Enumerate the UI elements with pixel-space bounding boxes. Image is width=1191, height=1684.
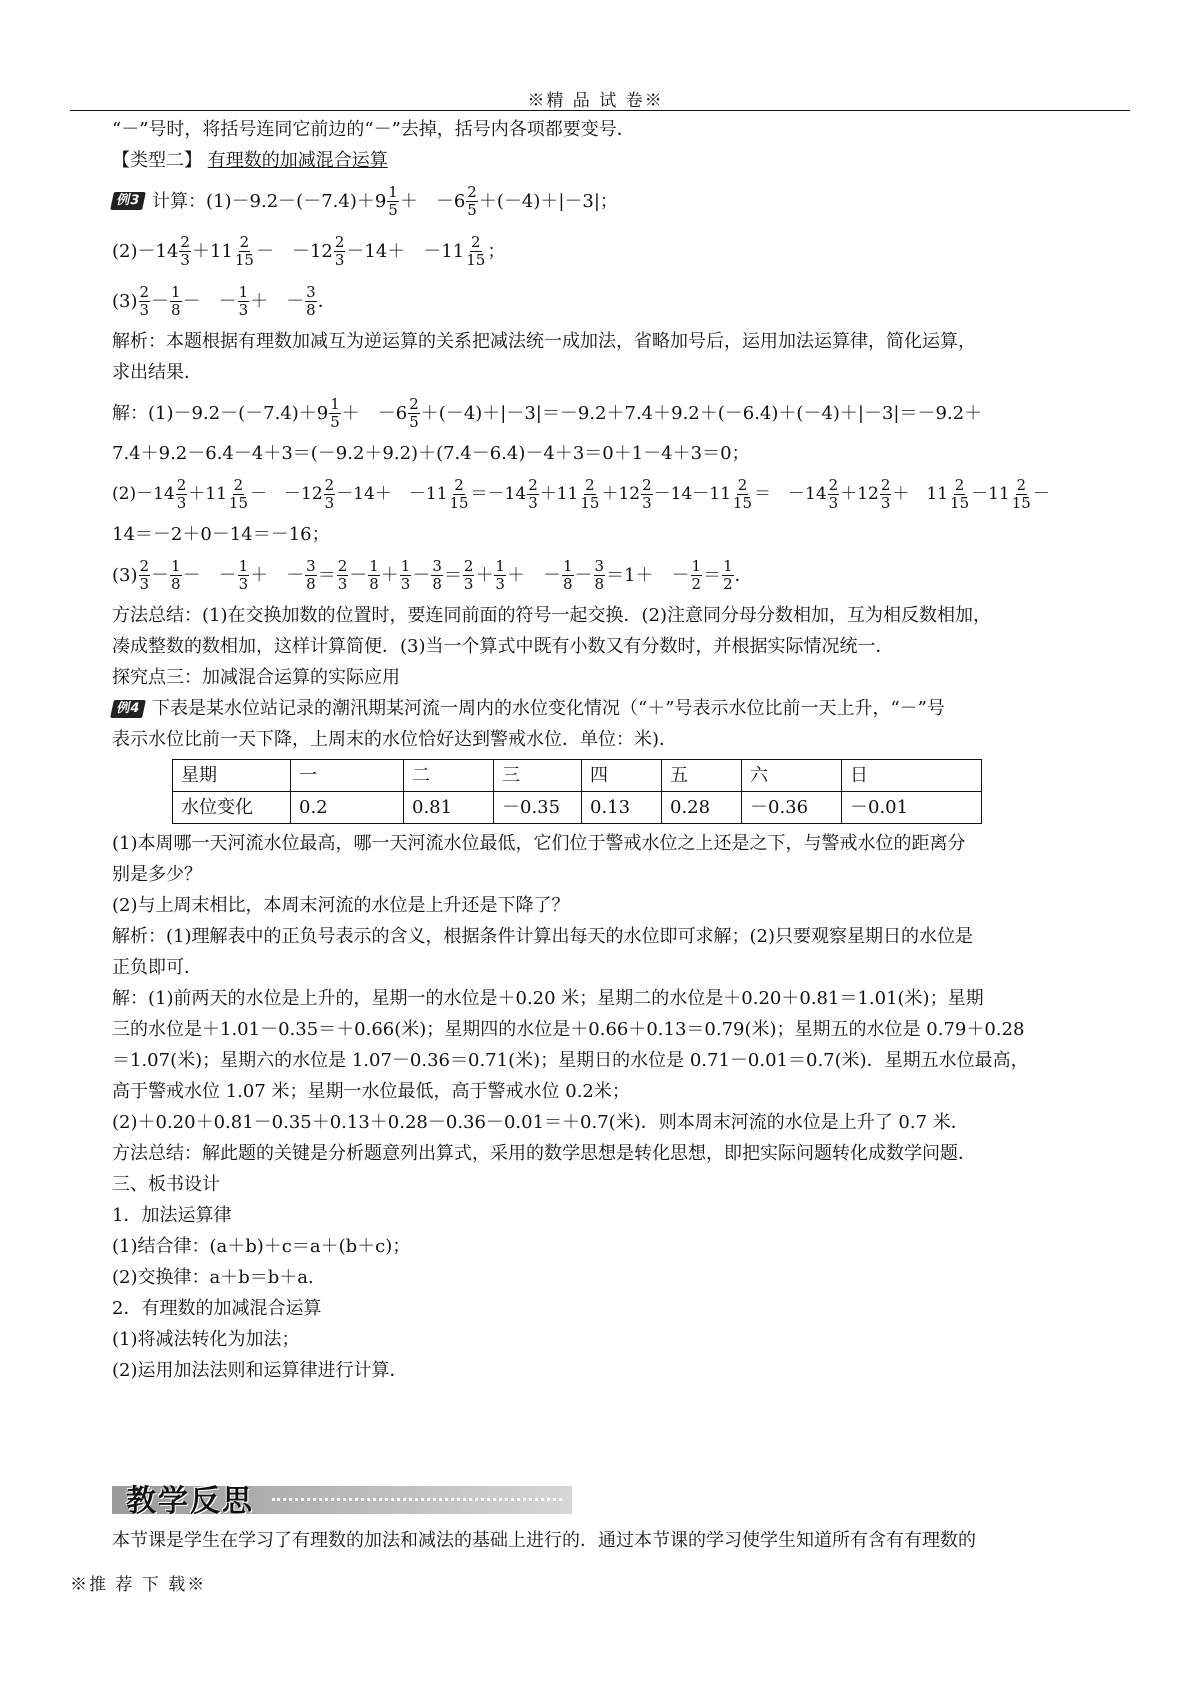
fraction: $\frac{1}{5}$ [330, 394, 340, 431]
expr-part: －11 [971, 483, 1010, 504]
expr-part: － － [182, 564, 237, 586]
fraction: $\frac{2}{3}$ [463, 556, 474, 593]
fraction: $\frac{2}{15}$ [466, 232, 486, 269]
reflection-text: 本节课是学生在学习了有理数的加法和减法的基础上进行的．通过本节课的学习使学生知道所有含有有理数的 [112, 1530, 976, 1551]
section-dots [272, 1498, 562, 1501]
board-item: (1)将减法转化为加法； [112, 1329, 300, 1350]
expr-part: ＋12 [601, 483, 641, 504]
expr-part: ＝ －14 [754, 483, 827, 504]
fraction: $\frac{2}{3}$ [176, 475, 187, 512]
fraction: $\frac{2}{15}$ [234, 232, 254, 269]
table-cell: 二 [404, 760, 494, 792]
expr-part: － [349, 564, 368, 586]
solution-text: (2)＋0.20＋0.81－0.35＋0.13＋0.28－0.36－0.01＝＋0.7(米)．则本周末河流的水位是上升了 0.7 米． [112, 1112, 969, 1133]
fraction: $\frac{3}{8}$ [594, 556, 605, 593]
fraction: $\frac{2}{3}$ [880, 475, 891, 512]
table-cell: －0.01 [842, 792, 982, 824]
fraction: $\frac{1}{3}$ [495, 556, 505, 593]
solution-text: 解：(1)前两天的水位是上升的，星期一的水位是＋0.20 米；星期二的水位是＋0.20＋0.81＝1.01(米)；星期 [112, 988, 984, 1009]
type-title: 有理数的加减混合运算 [207, 150, 388, 171]
fraction: $\frac{2}{3}$ [180, 232, 190, 269]
expr-part: ＋11 [188, 483, 227, 504]
fraction: $\frac{1}{2}$ [691, 556, 702, 593]
expr-part: －14＋ －11 [346, 240, 465, 262]
table-cell: 六 [742, 760, 842, 792]
fraction: $\frac{2}{3}$ [139, 282, 150, 319]
water-level-table [172, 759, 982, 824]
expr-part: － [412, 564, 431, 586]
example3-q3 [112, 276, 1128, 326]
expr-part: －14＋ －11 [336, 483, 448, 504]
fraction: $\frac{1}{3}$ [238, 282, 249, 319]
expr-part: ＋ － [506, 564, 561, 586]
expr-part: ＋ [475, 564, 494, 586]
fraction: $\frac{2}{3}$ [337, 556, 348, 593]
expr-part: (3) [112, 290, 138, 312]
method-summary: 凑成整数的数相加，这样计算简便．(3)当一个算式中既有小数又有分数时，并根据实际情况统一． [112, 636, 894, 657]
expr-part: ＋ －6 [341, 402, 408, 424]
fraction: $\frac{2}{15}$ [580, 475, 600, 512]
solution-text: 高于警戒水位 1.07 米；星期一水位最低，高于警戒水位 0.2米； [112, 1081, 630, 1102]
analysis-text: 正负即可． [112, 957, 202, 978]
expr-part: － [574, 564, 593, 586]
expr-part: 解：(1)－9.2－(－7.4)＋9 [112, 402, 329, 424]
expr-part: ． [734, 564, 753, 586]
table-cell: 三 [494, 760, 582, 792]
fraction: $\frac{2}{3}$ [642, 475, 652, 512]
fraction: $\frac{2}{15}$ [228, 475, 248, 512]
fraction: $\frac{2}{3}$ [828, 475, 839, 512]
example4-line: 下表是某水位站记录的潮汛期某河流一周内的水位变化情况（“＋”号表示水位比前一天上升，“－”号 [152, 698, 945, 719]
table-cell: 0.2 [291, 792, 404, 824]
table-cell: 五 [662, 760, 742, 792]
fraction: $\frac{1}{2}$ [723, 556, 733, 593]
expr-part: ＝－14 [470, 483, 527, 504]
page-header: ※精 品 试 卷※ [527, 91, 664, 111]
fraction: $\frac{3}{8}$ [306, 282, 316, 319]
expr-part: ＋11 [191, 240, 233, 262]
expr-part: (2)－14 [112, 483, 175, 504]
fraction: $\frac{1}{8}$ [369, 556, 379, 593]
table-cell: 0.81 [404, 792, 494, 824]
board-heading: 三、板书设计 [112, 1174, 220, 1195]
expr-part: － [151, 290, 170, 312]
method-summary: 方法总结：(1)在交换加数的位置时，要连同前面的符号一起交换．(2)注意同分母分数相加，互为相反数相加， [112, 605, 991, 626]
fraction: $\frac{2}{5}$ [409, 394, 419, 431]
example3-q1 [112, 176, 1128, 226]
expr-part: ＝ [703, 564, 722, 586]
fraction: $\frac{1}{5}$ [388, 182, 398, 219]
expr-part: ＋ －6 [399, 190, 466, 212]
solution1-line [112, 388, 1128, 438]
board-item: (2)交换律：a＋b＝b＋a. [112, 1267, 314, 1288]
expr-part: (3) [112, 564, 138, 586]
solution3-line [112, 550, 1128, 600]
fraction: $\frac{1}{8}$ [171, 282, 181, 319]
fraction: $\frac{1}{3}$ [238, 556, 249, 593]
table-cell: －0.36 [742, 792, 842, 824]
table-cell: 日 [842, 760, 982, 792]
board-item: 2．有理数的加减混合运算 [112, 1298, 322, 1319]
table-cell: 0.13 [582, 792, 662, 824]
table-cell: 0.28 [662, 792, 742, 824]
solution-text: 三的水位是＋1.01－0.35＝＋0.66(米)；星期四的水位是＋0.66＋0.13＝0.79(米)；星期五的水位是 0.79＋0.28 [112, 1019, 1025, 1040]
expr-part: － [151, 564, 170, 586]
fraction: $\frac{2}{3}$ [334, 232, 345, 269]
table-cell: －0.35 [494, 792, 582, 824]
question-text: (2)与上周末相比，本周末河流的水位是上升还是下降了？ [112, 895, 570, 916]
solution1-line-2: 7.4＋9.2－6.4－4＋3＝(－9.2＋9.2)＋(7.4－6.4)－4＋3＝0＋1－4＋3＝0； [112, 443, 750, 464]
expr-part: ＋11 [539, 483, 579, 504]
table-row [173, 792, 982, 824]
expr-part: ＋12 [840, 483, 879, 504]
solution2-line [112, 469, 1128, 519]
board-item: (1)结合律：(a＋b)＋c＝a＋(b＋c)； [112, 1236, 411, 1257]
expr-part: ． [317, 290, 336, 312]
fraction: $\frac{3}{8}$ [432, 556, 442, 593]
expr-part: － [1032, 483, 1050, 504]
expr-part: ＝ [317, 564, 336, 586]
section-title: 教学反思 [126, 1484, 254, 1519]
text-line: “－”号时，将括号连同它前边的“－”去掉，括号内各项都要变号． [112, 119, 635, 140]
expr-part: ＝ [443, 564, 462, 586]
expr-part: － － [182, 290, 237, 312]
fraction: $\frac{2}{5}$ [467, 182, 477, 219]
solution-text: ＝1.07(米)；星期六的水位是 1.07－0.36＝0.71(米)；星期日的水位是 0.71－0.01＝0.7(米)．星期五水位最高， [112, 1050, 1029, 1071]
fraction: $\frac{1}{3}$ [400, 556, 411, 593]
board-item: (2)运用加法法则和运算律进行计算． [112, 1360, 408, 1381]
header-rule [70, 110, 1130, 111]
expr-part: ； [487, 240, 506, 262]
example-badge: 例4 [110, 700, 146, 718]
expr-part: ＋ － [250, 564, 305, 586]
expr-part: ＝1＋ － [606, 564, 690, 586]
expr-part: ＋ － [250, 290, 305, 312]
table-cell: 一 [291, 760, 404, 792]
fraction: $\frac{2}{3}$ [324, 475, 335, 512]
table-cell: 水位变化 [173, 792, 291, 824]
table-cell: 四 [582, 760, 662, 792]
fraction: $\frac{2}{3}$ [528, 475, 538, 512]
fraction: $\frac{3}{8}$ [306, 556, 316, 593]
section-banner [112, 1476, 572, 1520]
expr-part: ＋ [380, 564, 399, 586]
expr-part: ＋(－4)＋|－3|＝－9.2＋7.4＋9.2＋(－6.4)＋(－4)＋|－3|＝－9.2＋ [420, 402, 983, 424]
table-cell: 星期 [173, 760, 291, 792]
question-text: 别是多少？ [112, 864, 202, 885]
type-heading [112, 145, 1128, 176]
main-content [112, 114, 1128, 1386]
expr-part: － －12 [255, 240, 333, 262]
example3-q2 [112, 226, 1128, 276]
expr-part: ＋(－4)＋|－3|； [478, 190, 618, 212]
page-footer: ※推 荐 下 载※ [70, 1575, 207, 1595]
table-header-row [173, 760, 982, 792]
fraction: $\frac{2}{15}$ [1011, 475, 1031, 512]
type-label: 【类型二】 [112, 150, 202, 171]
fraction: $\frac{2}{15}$ [449, 475, 469, 512]
fraction: $\frac{1}{8}$ [562, 556, 573, 593]
example4-text: 表示水位比前一天下降，上周末的水位恰好达到警戒水位．单位：米)． [112, 729, 678, 750]
expr-part: 计算：(1)－9.2－(－7.4)＋9 [152, 190, 387, 212]
fraction: $\frac{1}{8}$ [171, 556, 181, 593]
analysis-text: 求出结果． [112, 362, 202, 383]
expr-part: － －12 [250, 483, 323, 504]
fraction: $\frac{2}{15}$ [732, 475, 753, 512]
solution2-line-2: 14＝－2＋0－14＝－16； [112, 524, 330, 545]
example-badge: 例3 [110, 192, 146, 210]
expr-part: －14－11 [653, 483, 731, 504]
board-item: 1．加法运算律 [112, 1205, 232, 1226]
expr-part: (2)－14 [112, 240, 179, 262]
explore-heading: 探究点三：加减混合运算的实际应用 [112, 667, 400, 688]
method-summary: 方法总结：解此题的关键是分析题意列出算式，采用的数学思想是转化思想，即把实际问题转化成数学问题． [112, 1143, 976, 1164]
expr-part: ＋ 11 [892, 483, 949, 504]
example4-text [112, 693, 1128, 724]
question-text: (1)本周哪一天河流水位最高，哪一天河流水位最低，它们位于警戒水位之上还是之下，与警戒水位的距离分 [112, 833, 966, 854]
fraction: $\frac{2}{3}$ [139, 556, 150, 593]
analysis-text: 解析：本题根据有理数加减互为逆运算的关系把减法统一成加法，省略加号后，运用加法运算律，简化运算， [112, 331, 976, 352]
fraction: $\frac{2}{15}$ [950, 475, 970, 512]
analysis-text: 解析：(1)理解表中的正负号表示的含义，根据条件计算出每天的水位即可求解；(2)只要观察星期日的水位是 [112, 926, 973, 947]
